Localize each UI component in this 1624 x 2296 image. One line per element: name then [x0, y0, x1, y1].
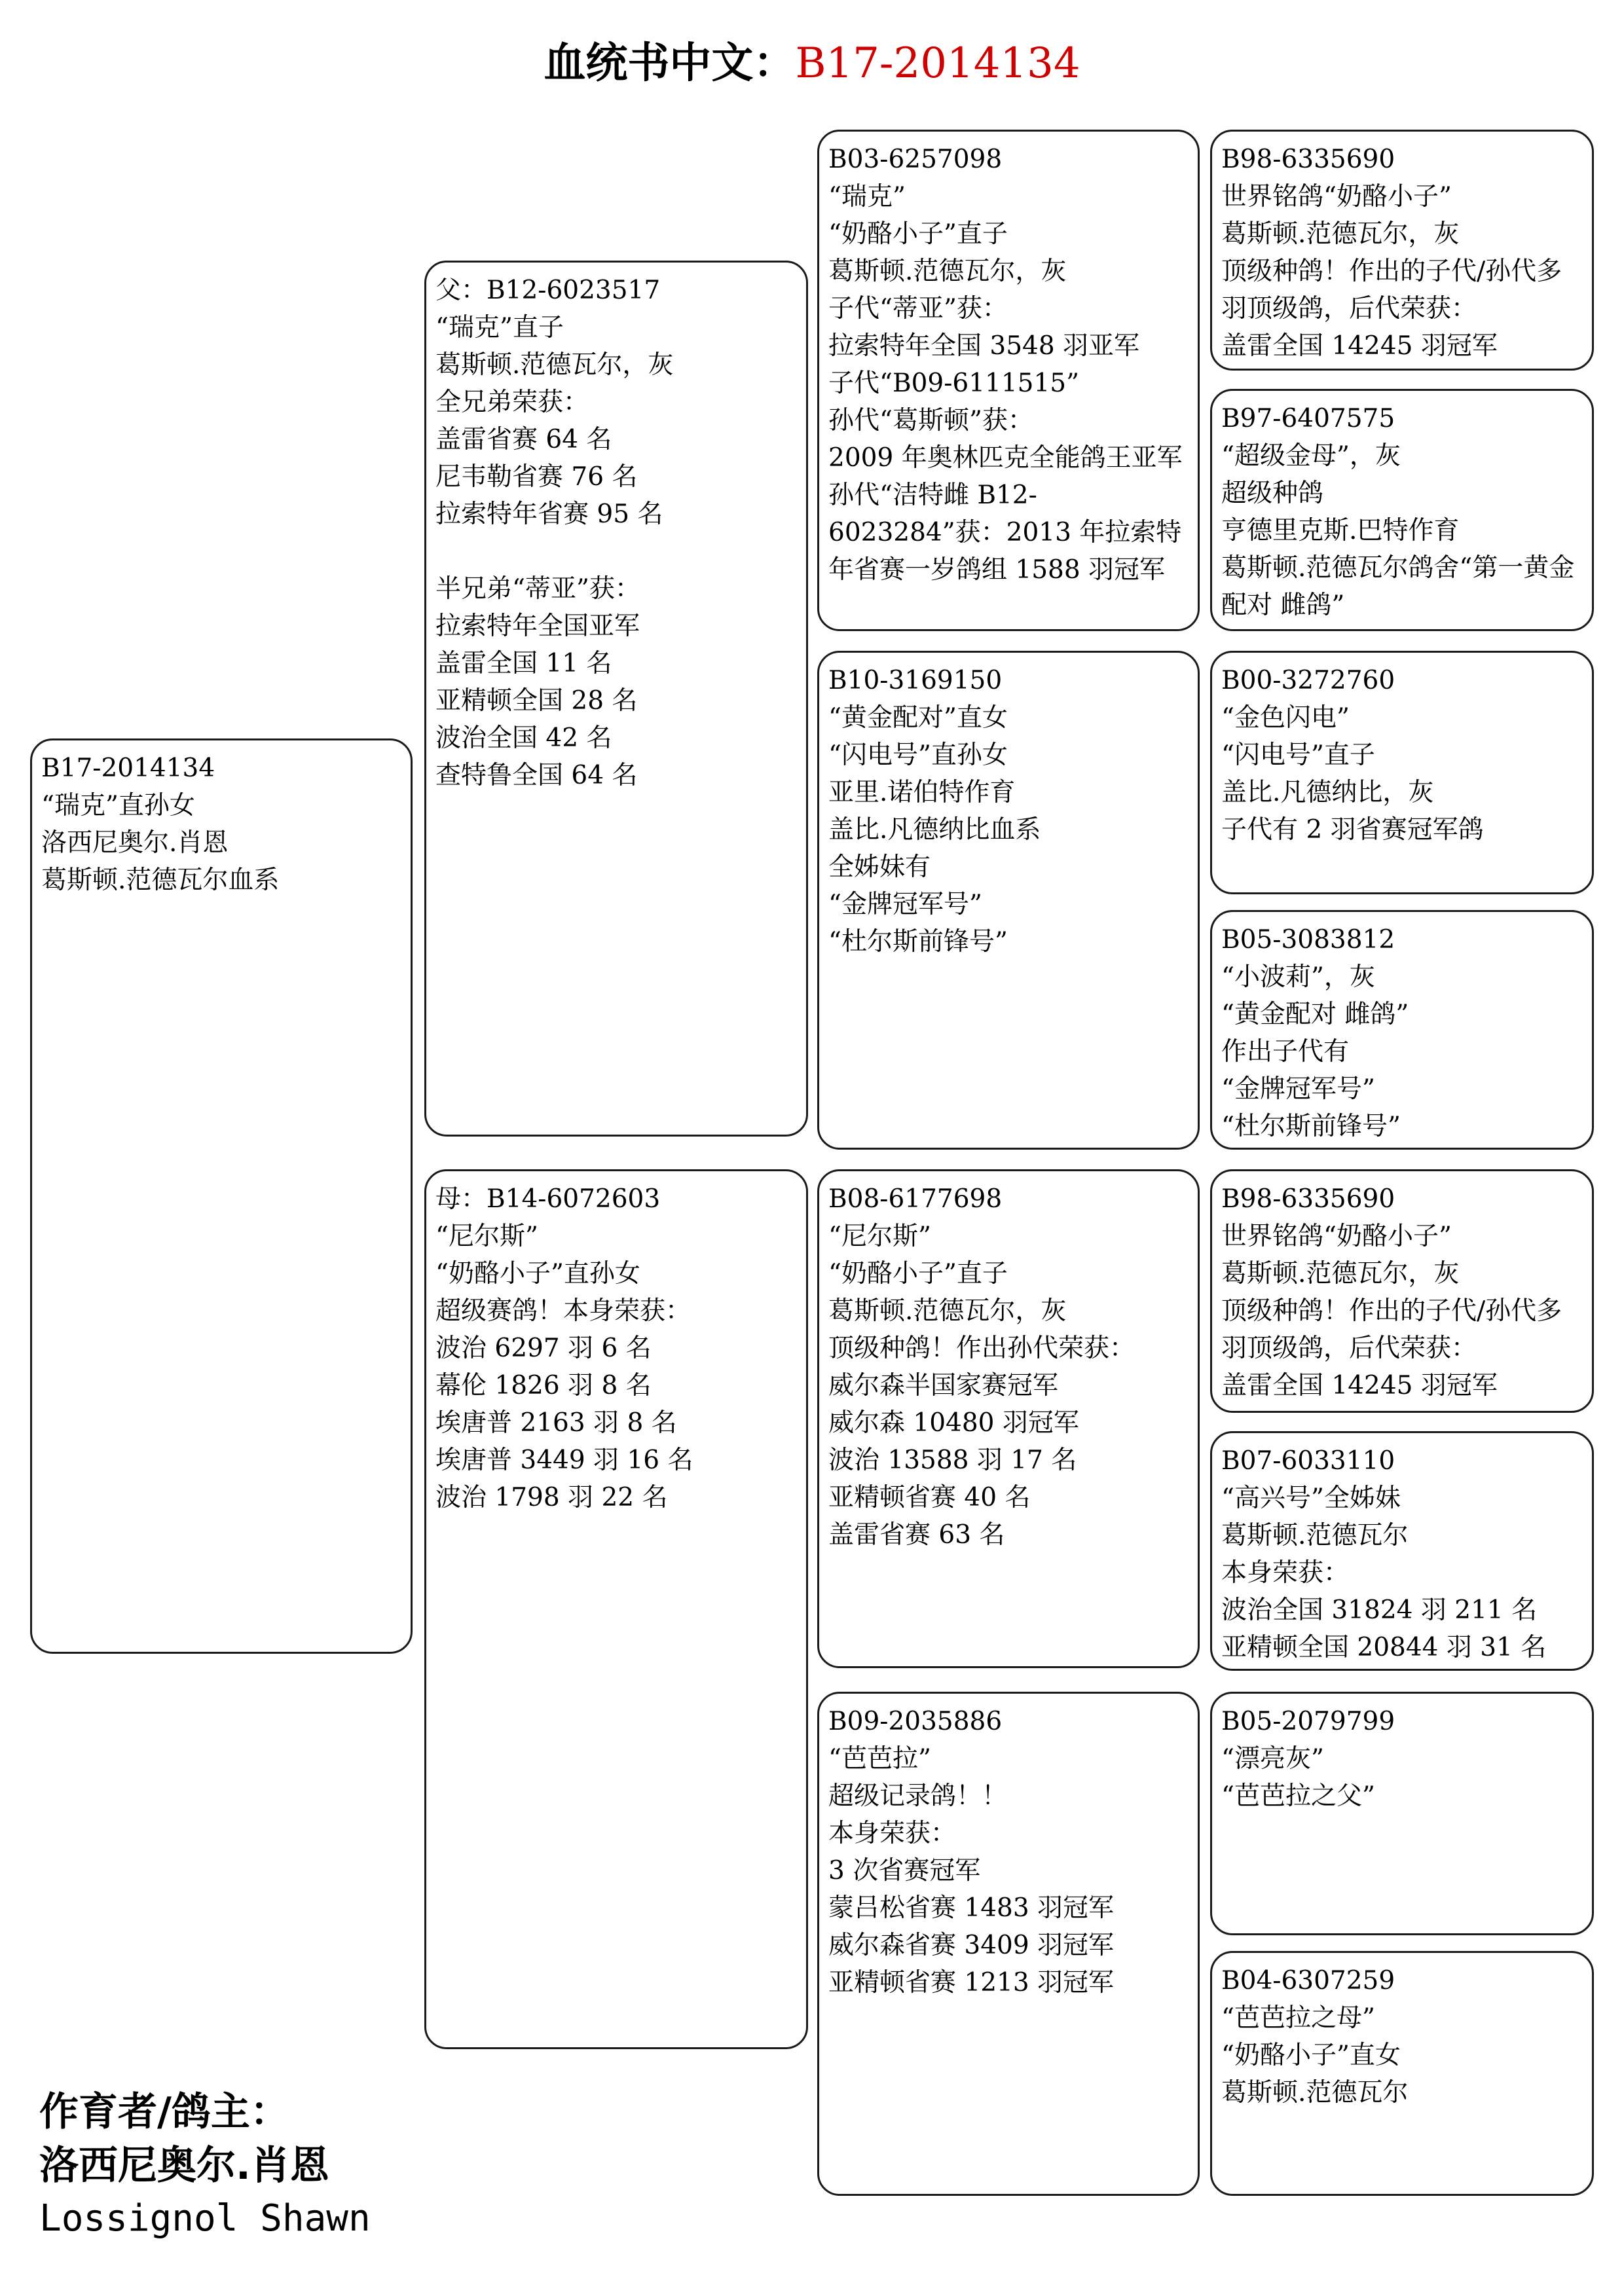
- ds-dam-box: [1210, 1431, 1594, 1671]
- pedigree-line: 威尔森省赛 3409 羽冠军: [828, 1931, 1115, 1960]
- pedigree-line: “奶酪小子”直孙女: [435, 1259, 640, 1288]
- pedigree-line: “杜尔斯前锋号”: [1221, 1112, 1401, 1141]
- pedigree-line: “瑞克”: [828, 182, 906, 211]
- pedigree-line: 顶级种鸽！作出孙代荣获：: [828, 1334, 1135, 1363]
- pedigree-line: 波治 6297 羽 6 名: [435, 1334, 652, 1363]
- pedigree-line: “闪电号”直子: [1221, 740, 1375, 770]
- ring-number: B17-2014134: [41, 754, 215, 783]
- ds-sire-box: [1210, 1169, 1594, 1413]
- pedigree-line: [435, 533, 797, 570]
- pedigree-line: 葛斯顿.范德瓦尔，灰: [1221, 1259, 1460, 1288]
- pedigree-line: 波治全国 31824 羽 211 名: [1221, 1595, 1538, 1625]
- pedigree-line: 拉索特年全国亚军: [435, 611, 640, 641]
- dd-dam-box: [1210, 1951, 1594, 2196]
- sd-dam-box: [1210, 910, 1594, 1150]
- ring-number: B97-6407575: [1221, 404, 1395, 433]
- pedigree-line: 葛斯顿.范德瓦尔鸽舍“第一黄金配对 雌鸽”: [1221, 553, 1575, 620]
- pedigree-line: 葛斯顿.范德瓦尔血系: [41, 866, 280, 895]
- pedigree-line: “芭芭拉”: [828, 1744, 931, 1774]
- pedigree-line: 亚精顿全国 28 名: [435, 686, 638, 716]
- pedigree-line: “闪电号”直孙女: [828, 740, 1008, 770]
- pedigree-title: [0, 34, 1624, 93]
- pedigree-line: 幕伦 1826 羽 8 名: [435, 1371, 652, 1400]
- pedigree-line: 子代“B09-6111515”: [828, 369, 1080, 398]
- dam-sire-box: [817, 1169, 1200, 1668]
- ring-number: B05-2079799: [1221, 1707, 1395, 1736]
- pedigree-line: 全兄弟荣获：: [435, 388, 589, 417]
- pedigree-line: 蒙吕松省赛 1483 羽冠军: [828, 1893, 1115, 1923]
- pedigree-line: 盖雷全国 14245 羽冠军: [1221, 1371, 1498, 1400]
- pedigree-line: 世界铭鸽“奶酪小子”: [1221, 182, 1452, 211]
- pedigree-line: 盖比.凡德纳比，灰: [1221, 778, 1434, 807]
- pedigree-line: 顶级种鸽！作出的子代/孙代多羽顶级鸽，后代荣获：: [1221, 1296, 1562, 1363]
- pedigree-line: “瑞克”直子: [435, 313, 564, 342]
- pedigree-line: “黄金配对”直女: [828, 703, 1008, 733]
- ring-number: B10-3169150: [828, 666, 1003, 695]
- pedigree-line: 洛西尼奥尔.肖恩: [41, 828, 229, 858]
- pedigree-line: “奶酪小子”直子: [828, 1259, 1008, 1288]
- pedigree-line: 盖雷全国 11 名: [435, 649, 612, 678]
- pedigree-line: “漂亮灰”: [1221, 1744, 1324, 1774]
- pedigree-line: 盖比.凡德纳比血系: [828, 815, 1041, 845]
- pedigree-line: 葛斯顿.范德瓦尔，灰: [1221, 219, 1460, 249]
- pedigree-line: 亚精顿省赛 40 名: [828, 1483, 1031, 1512]
- pedigree-line: 超级种鸽: [1221, 479, 1324, 508]
- pedigree-line: 波治 13588 羽 17 名: [828, 1446, 1077, 1475]
- pedigree-line: 全姊妹有: [828, 852, 931, 882]
- pedigree-line: 葛斯顿.范德瓦尔，灰: [435, 350, 674, 380]
- pedigree-line: 盖雷省赛 63 名: [828, 1520, 1005, 1550]
- ring-number: 父：B12-6023517: [435, 276, 661, 305]
- ring-number: B98-6335690: [1221, 145, 1395, 174]
- pedigree-line: 子代“蒂亚”获：: [828, 294, 1008, 323]
- pedigree-line: 查特鲁全国 64 名: [435, 761, 638, 790]
- ring-number: B00-3272760: [1221, 666, 1395, 695]
- pedigree-line: 亨德里克斯.巴特作育: [1221, 516, 1460, 545]
- pedigree-line: 亚精顿全国 20844 羽 31 名: [1221, 1633, 1547, 1662]
- pedigree-line: “芭芭拉之父”: [1221, 1781, 1375, 1811]
- pedigree-line: “金色闪电”: [1221, 703, 1350, 733]
- ring-number: B98-6335690: [1221, 1184, 1395, 1214]
- pedigree-line: 本身荣获：: [828, 1819, 957, 1848]
- pedigree-line: “超级金母”，灰: [1221, 441, 1401, 471]
- breeder-name-cn: 洛西尼奥尔.肖恩: [39, 2143, 329, 2189]
- pedigree-line: 拉索特年全国 3548 羽亚军: [828, 331, 1140, 361]
- pedigree-line: “高兴号”全姊妹: [1221, 1484, 1401, 1513]
- ring-number: 母：B14-6072603: [435, 1184, 661, 1214]
- breeder-block: [39, 2085, 371, 2245]
- pedigree-line: “芭芭拉之母”: [1221, 2003, 1375, 2033]
- pedigree-line: 埃唐普 3449 羽 16 名: [435, 1446, 693, 1475]
- pedigree-line: “瑞克”直孙女: [41, 791, 195, 820]
- pedigree-line: 葛斯顿.范德瓦尔，灰: [828, 1296, 1067, 1326]
- pedigree-line: 威尔森半国家赛冠军: [828, 1371, 1059, 1400]
- pedigree-line: 盖雷省赛 64 名: [435, 425, 612, 454]
- pedigree-line: 埃唐普 2163 羽 8 名: [435, 1408, 677, 1438]
- pedigree-line: “奶酪小子”直女: [1221, 2041, 1401, 2070]
- pedigree-line: 子代有 2 羽省赛冠军鸽: [1221, 815, 1484, 845]
- dam-box: [424, 1169, 808, 2049]
- dam-dam-box: [817, 1692, 1200, 2196]
- breeder-label: 作育者/鸽主：: [39, 2089, 289, 2135]
- pedigree-line: 亚里.诺伯特作育: [828, 778, 1016, 807]
- pedigree-line: 亚精顿省赛 1213 羽冠军: [828, 1968, 1115, 1997]
- pedigree-line: 葛斯顿.范德瓦尔，灰: [828, 257, 1067, 286]
- pedigree-line: 超级赛鸽！本身荣获：: [435, 1296, 692, 1326]
- title-label: 血统书中文：: [544, 39, 796, 88]
- ss-sire-box: [1210, 130, 1594, 371]
- pedigree-line: “尼尔斯”: [828, 1222, 931, 1251]
- sd-sire-box: [1210, 651, 1594, 894]
- pedigree-line: 本身荣获：: [1221, 1558, 1350, 1588]
- pedigree-line: 2009 年奥林匹克全能鸽王亚军: [828, 443, 1183, 473]
- pedigree-line: 顶级种鸽！作出的子代/孙代多羽顶级鸽，后代荣获：: [1221, 257, 1562, 323]
- sire-dam-box: [817, 651, 1200, 1150]
- pedigree-line: “尼尔斯”: [435, 1222, 538, 1251]
- subject-box: [30, 738, 413, 1654]
- pedigree-line: 拉索特年省赛 95 名: [435, 500, 663, 529]
- ring-number: B03-6257098: [828, 145, 1003, 174]
- pedigree-line: “金牌冠军号”: [1221, 1074, 1375, 1104]
- sire-sire-box: [817, 130, 1200, 631]
- title-ring-number: B17-2014134: [795, 39, 1080, 88]
- breeder-name-en: Lossignol Shawn: [39, 2197, 371, 2240]
- pedigree-line: 波治全国 42 名: [435, 723, 612, 753]
- pedigree-line: 盖雷全国 14245 羽冠军: [1221, 331, 1498, 361]
- ring-number: B04-6307259: [1221, 1966, 1395, 1995]
- pedigree-line: “奶酪小子”直子: [828, 219, 1008, 249]
- pedigree-line: 波治 1798 羽 22 名: [435, 1483, 668, 1512]
- pedigree-line: 世界铭鸽“奶酪小子”: [1221, 1222, 1452, 1251]
- ring-number: B07-6033110: [1221, 1446, 1395, 1476]
- pedigree-line: “小波莉”，灰: [1221, 962, 1375, 992]
- dd-sire-box: [1210, 1692, 1594, 1935]
- pedigree-line: 孙代“葛斯顿”获：: [828, 406, 1033, 435]
- pedigree-line: 威尔森 10480 羽冠军: [828, 1408, 1079, 1438]
- pedigree-line: 葛斯顿.范德瓦尔: [1221, 2078, 1409, 2107]
- ss-dam-box: [1210, 389, 1594, 631]
- pedigree-line: 3 次省赛冠军: [828, 1856, 981, 1886]
- pedigree-line: 尼韦勒省赛 76 名: [435, 462, 638, 492]
- pedigree-line: 半兄弟“蒂亚”获：: [435, 574, 640, 604]
- ring-number: B05-3083812: [1221, 925, 1395, 955]
- sire-box: [424, 261, 808, 1137]
- pedigree-line: 超级记录鸽！！: [828, 1781, 1008, 1811]
- pedigree-line: “杜尔斯前锋号”: [828, 927, 1008, 957]
- pedigree-line: “金牌冠军号”: [828, 890, 982, 919]
- pedigree-line: 葛斯顿.范德瓦尔: [1221, 1521, 1409, 1550]
- pedigree-line: “黄金配对 雌鸽”: [1221, 1000, 1409, 1029]
- ring-number: B08-6177698: [828, 1184, 1003, 1214]
- pedigree-line: 作出子代有: [1221, 1037, 1350, 1066]
- ring-number: B09-2035886: [828, 1707, 1003, 1736]
- pedigree-line: 孙代“洁特雌 B12-6023284”获：2013 年拉索特年省赛一岁鸽组 1588 羽冠军: [828, 481, 1182, 585]
